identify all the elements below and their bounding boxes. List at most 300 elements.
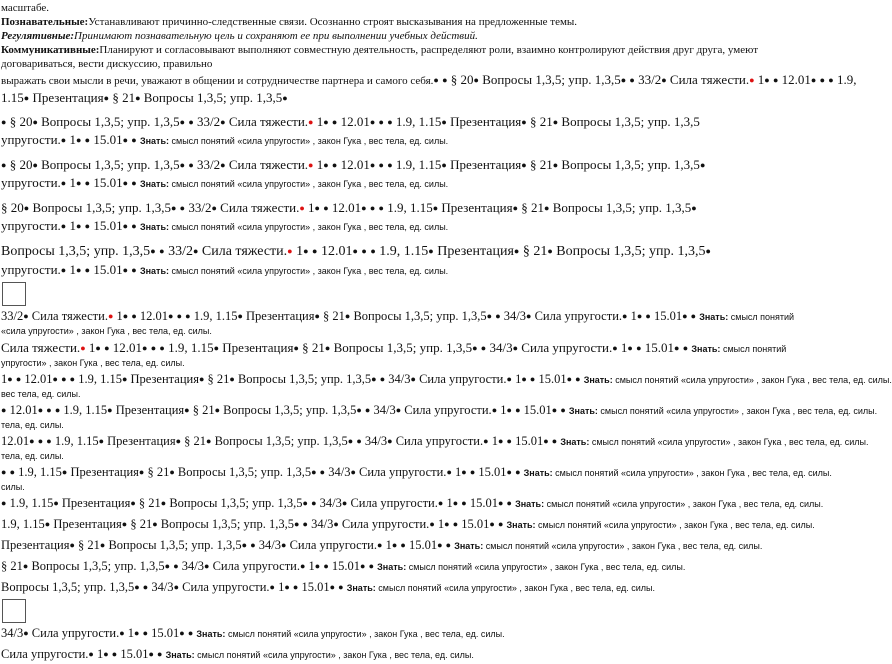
bullet-icon: ● xyxy=(122,311,129,321)
bullet-icon: ● xyxy=(131,178,137,188)
bullet-icon: ● xyxy=(437,540,443,550)
bullet-icon: ● xyxy=(489,519,495,529)
know-note: Знать: смысл понятий «сила упругости» , закон Гука , вес тела, ед. силы. xyxy=(454,541,763,551)
bullet-icon: ● xyxy=(521,117,527,127)
bullet-icon: ● xyxy=(103,93,110,103)
bullet-icon: ● xyxy=(184,405,190,415)
lesson-row: упругости.● 1● ● 15.01● ● xyxy=(1,262,137,277)
bullet-icon: ● xyxy=(204,561,210,571)
regulative-text: Принимают познавательную цель и сохраняют ее при выполнении учебных действий. xyxy=(74,30,478,42)
bullet-icon: ● xyxy=(378,117,384,127)
bullet-icon: ● xyxy=(566,374,572,384)
bullet-icon: ● xyxy=(1,117,7,127)
bullet-icon: ● xyxy=(282,93,288,103)
text-line: ● § 20● Вопросы 1,3,5; упр. 1,3,5● ● 33/2● Сила тяжести.● 1● ● 12.01● ● ● 1.9, 1.15● Презентация● § 21● Вопросы 1,3,5; упр. 1,3,5● xyxy=(1,157,706,172)
know-note: Знать: смысл понятий «сила упругости» , закон Гука , вес тела, ед. силы. xyxy=(568,406,878,416)
lesson-row: Презентация● § 21● Вопросы 1,3,5; упр. 1,3,5● ● 34/3● Сила упругости.● 1● ● 15.01● ● xyxy=(1,538,452,552)
communicative-line xyxy=(1,43,812,71)
bullet-icon: ● xyxy=(429,519,435,529)
bullet-icon: ● xyxy=(620,75,627,85)
bullet-icon: ● xyxy=(444,519,450,529)
bullet-icon: ● xyxy=(169,467,175,477)
bullet-icon: ● xyxy=(179,117,186,127)
bullet-icon: ● xyxy=(69,374,76,384)
bullet-icon: ● xyxy=(188,160,194,170)
bullet-icon: ● xyxy=(179,203,186,213)
bullet-icon: ● xyxy=(241,540,248,550)
bullet-icon: ● xyxy=(284,582,290,592)
bullet-icon: ● xyxy=(387,160,393,170)
bullet-icon: ● xyxy=(364,405,371,415)
bullet-icon: ● xyxy=(368,561,375,571)
bullet-icon: ● xyxy=(547,246,553,256)
bullet-icon: ● xyxy=(44,519,51,529)
text-line: 1.15● Презентация● § 21● Вопросы 1,3,5; упр. 1,3,5● xyxy=(1,90,288,105)
bullet-icon: ● xyxy=(122,135,129,145)
bullet-icon: ● xyxy=(378,160,384,170)
lesson-row: ● 12.01● ● ● 1.9, 1.15● Презентация● § 21● Вопросы 1,3,5; упр. 1,3,5● ● 34/3● Сила упругости.● 1● ● 15.01● ● xyxy=(1,403,566,417)
bullet-icon: ● xyxy=(379,374,386,384)
bullet-icon: ● xyxy=(314,561,321,571)
bullet-icon: ● xyxy=(428,246,434,256)
bullet-icon: ● xyxy=(138,467,145,477)
bullet-icon: ● xyxy=(324,343,331,353)
bullet-icon: ● xyxy=(75,221,82,231)
bullet-icon: ● xyxy=(442,75,448,85)
bullet-icon: ● xyxy=(461,498,467,508)
bullet-icon: ● xyxy=(441,160,447,170)
cognitive-text: Устанавливают причинно-следственные связи. Осознанно строят высказывания на предложенные темы. xyxy=(88,16,578,28)
bullet-icon: ● xyxy=(551,436,558,446)
bullet-icon: ● xyxy=(75,265,82,275)
bullet-icon: ● xyxy=(148,649,154,659)
bullet-icon: ● xyxy=(378,203,384,213)
bullet-icon: ● xyxy=(682,311,688,321)
lesson-row: упругости.● 1● ● 15.01● ● xyxy=(1,175,137,190)
bullet-icon: ● xyxy=(131,221,137,231)
communicative-text-cont: выражать свои мысли в речи, уважают в общении и сотрудничестве партнера и самого себя. xyxy=(1,75,434,87)
bullet-icon: ● xyxy=(15,374,22,384)
bullet-icon: ● xyxy=(130,498,136,508)
bullet-icon: ● xyxy=(119,628,125,638)
lesson-row: § 21● Вопросы 1,3,5; упр. 1,3,5● ● 34/3● Сила упругости.● 1● ● 15.01● ● xyxy=(1,559,375,573)
bullet-icon: ● xyxy=(629,75,635,85)
cognitive-line xyxy=(1,15,812,29)
bullet-icon: ● xyxy=(53,498,59,508)
lesson-row: 1● ● 12.01● ● ● 1.9, 1.15● Презентация● § 21● Вопросы 1,3,5; упр. 1,3,5● ● 34/3● Сила упругости.● 1● ● 15.01● ● xyxy=(1,372,581,386)
bullet-icon: ● xyxy=(175,436,182,446)
bullet-icon: ● xyxy=(192,246,199,256)
bullet-icon: ● xyxy=(188,117,194,127)
bullet-icon: ● xyxy=(164,561,171,571)
bullet-icon: ● xyxy=(23,628,29,638)
bullet-icon: ● xyxy=(544,203,550,213)
lesson-row: упругости.● 1● ● 15.01● ● xyxy=(1,218,137,233)
bullet-icon: ● xyxy=(314,203,320,213)
bullet-icon: ● xyxy=(211,203,217,213)
bullet-icon: ● xyxy=(636,343,642,353)
bullet-icon: ● xyxy=(176,311,183,321)
bullet-icon: ● xyxy=(292,582,299,592)
bullet-icon: ● xyxy=(495,311,501,321)
text-line xyxy=(1,433,869,451)
bullet-icon: ● xyxy=(22,561,29,571)
text-line xyxy=(1,516,815,534)
bullet-icon: ● xyxy=(150,246,156,256)
bullet-icon: ● xyxy=(131,265,137,275)
bullet-icon: ● xyxy=(229,374,235,384)
bullet-icon: ● xyxy=(122,178,129,188)
bullet-icon: ● xyxy=(159,246,165,256)
text-line xyxy=(1,308,812,326)
bullet-icon: ● xyxy=(46,405,52,415)
bullet-icon: ● xyxy=(491,405,498,415)
red-bullet-icon: ● xyxy=(80,343,86,353)
lesson-row: упругости.● 1● ● 15.01● ● xyxy=(1,132,137,147)
bullet-icon: ● xyxy=(682,343,689,353)
text-line: вес тела, ед. силы. xyxy=(1,389,81,399)
bullet-icon: ● xyxy=(690,311,697,321)
bullet-icon: ● xyxy=(281,540,287,550)
know-note: Знать: смысл понятий «сила упругости» , закон Гука , вес тела, ед. силы. xyxy=(139,179,449,189)
bullet-icon: ● xyxy=(122,265,129,275)
bullet-icon: ● xyxy=(52,374,58,384)
lesson-row: ● ● 1.9, 1.15● Презентация● § 21● Вопросы 1,3,5; упр. 1,3,5● ● 34/3● Сила упругости.● 1● ● 15.01● ● xyxy=(1,465,521,479)
text-line xyxy=(1,339,812,358)
empty-cell-box xyxy=(2,282,26,306)
lesson-row: ● ● § 20● Вопросы 1,3,5; упр. 1,3,5● ● 33/2● Сила тяжести.● 1● ● 12.01● ● ● 1.9, xyxy=(433,72,857,87)
bullet-icon: ● xyxy=(674,343,680,353)
bullet-icon: ● xyxy=(387,117,393,127)
bullet-icon: ● xyxy=(173,582,179,592)
bullet-icon: ● xyxy=(432,203,439,213)
know-note: Знать: смысл понятий «сила упругости» , закон Гука , вес тела, ед. силы. xyxy=(165,650,474,660)
bullet-icon: ● xyxy=(469,467,476,477)
bullet-icon: ● xyxy=(84,265,91,275)
bullet-icon: ● xyxy=(699,160,706,170)
empty-cell-box xyxy=(2,599,26,623)
bullet-icon: ● xyxy=(486,311,493,321)
bullet-icon: ● xyxy=(341,498,348,508)
bullet-icon: ● xyxy=(526,311,532,321)
bullet-icon: ● xyxy=(9,467,15,477)
text-line xyxy=(1,402,878,420)
bullet-icon: ● xyxy=(122,221,129,231)
bullet-icon: ● xyxy=(23,93,30,103)
bullet-icon: ● xyxy=(506,498,512,508)
bullet-icon: ● xyxy=(103,649,109,659)
bullet-icon: ● xyxy=(312,246,318,256)
bullet-icon: ● xyxy=(157,649,163,659)
red-bullet-icon: ● xyxy=(299,203,305,213)
bullet-icon: ● xyxy=(360,561,366,571)
bullet-icon: ● xyxy=(37,436,44,446)
bullet-icon: ● xyxy=(293,519,300,529)
bullet-icon: ● xyxy=(323,160,329,170)
bullet-icon: ● xyxy=(54,405,61,415)
bullet-icon: ● xyxy=(828,75,834,85)
bullet-icon: ● xyxy=(88,649,94,659)
bullet-icon: ● xyxy=(250,540,256,550)
bullet-icon: ● xyxy=(331,117,338,127)
bullet-icon: ● xyxy=(187,628,194,638)
bullet-icon: ● xyxy=(395,405,402,415)
bullet-icon: ● xyxy=(636,311,643,321)
bullet-icon: ● xyxy=(220,160,226,170)
bullet-icon: ● xyxy=(314,311,320,321)
bullet-icon: ● xyxy=(311,498,317,508)
text-line: Вопросы 1,3,5; упр. 1,3,5● ● 33/2● Сила тяжести.● 1● ● 12.01● ● ● 1.9, 1.15● Презентация● § 21● Вопросы 1,3,5; упр. 1,3,5● xyxy=(1,244,711,259)
bullet-icon: ● xyxy=(371,374,377,384)
know-note: Знать: смысл понятий «сила упругости» , закон Гука , вес тела, ед. силы. xyxy=(523,468,832,478)
bullet-icon: ● xyxy=(152,519,158,529)
know-note: Знать: смысл понятий xyxy=(691,344,787,354)
bullet-icon: ● xyxy=(237,311,243,321)
text-line xyxy=(1,71,857,89)
text-line xyxy=(1,625,812,643)
bullet-icon: ● xyxy=(206,436,212,446)
bullet-icon: ● xyxy=(302,498,308,508)
bullet-icon: ● xyxy=(104,343,110,353)
bullet-icon: ● xyxy=(529,374,536,384)
bullet-icon: ● xyxy=(61,374,67,384)
bullet-icon: ● xyxy=(299,561,306,571)
bullet-icon: ● xyxy=(506,374,512,384)
bullet-icon: ● xyxy=(452,519,459,529)
bullet-icon: ● xyxy=(515,405,521,415)
bullet-icon: ● xyxy=(810,75,817,85)
text-line: тела, ед. силы. xyxy=(1,451,64,461)
lesson-row: Вопросы 1,3,5; упр. 1,3,5● ● 34/3● Сила упругости.● 1● ● 15.01● ● xyxy=(1,580,344,594)
bullet-icon: ● xyxy=(483,436,489,446)
bullet-icon: ● xyxy=(461,467,467,477)
bullet-icon: ● xyxy=(575,374,581,384)
bullet-icon: ● xyxy=(513,246,520,256)
bullet-icon: ● xyxy=(179,628,185,638)
bullet-icon: ● xyxy=(84,135,91,145)
bullet-icon: ● xyxy=(198,374,205,384)
bullet-icon: ● xyxy=(121,519,128,529)
bullet-icon: ● xyxy=(323,117,329,127)
bullet-icon: ● xyxy=(645,311,651,321)
bullet-icon: ● xyxy=(361,246,367,256)
lesson-row: 33/2● Сила тяжести.● 1● ● 12.01● ● ● 1.9, 1.15● Презентация● § 21● Вопросы 1,3,5; упр. 1,3,5● ● 34/3● Сила упругости.● 1● ● 15.01● ● xyxy=(1,309,697,323)
text-line xyxy=(1,646,812,664)
bullet-icon: ● xyxy=(560,405,566,415)
bullet-icon: ● xyxy=(323,561,329,571)
text-line: упругости» , закон Гука , вес тела, ед. силы. xyxy=(1,358,185,368)
text-line: «сила упругости» , закон Гука , вес тела, ед. силы. xyxy=(1,326,212,336)
bullet-icon: ● xyxy=(331,160,338,170)
bullet-icon: ● xyxy=(293,343,299,353)
bullet-icon: ● xyxy=(543,436,549,446)
know-note: Знать: смысл понятий «сила упругости» , закон Гука , вес тела, ед. силы. xyxy=(346,583,655,593)
bullet-icon: ● xyxy=(84,178,91,188)
bullet-icon: ● xyxy=(329,582,336,592)
bullet-icon: ● xyxy=(369,117,376,127)
bullet-icon: ● xyxy=(107,405,113,415)
bullet-icon: ● xyxy=(303,246,309,256)
know-note: Знать: смысл понятий «сила упругости» , закон Гука , вес тела, ед. силы. xyxy=(196,629,505,639)
cognitive-label: Познавательные: xyxy=(1,16,89,28)
bullet-icon: ● xyxy=(691,203,697,213)
know-note: Знать: смысл понятий «сила упругости» , закон Гука , вес тела, ед. силы. xyxy=(560,437,869,447)
bullet-icon: ● xyxy=(29,436,35,446)
bullet-icon: ● xyxy=(344,311,351,321)
bullet-icon: ● xyxy=(441,117,447,127)
bullet-icon: ● xyxy=(1,405,7,415)
communicative-label: Коммуникативные: xyxy=(1,44,100,56)
bullet-icon: ● xyxy=(32,160,38,170)
bullet-icon: ● xyxy=(111,649,118,659)
red-bullet-icon: ● xyxy=(308,117,314,127)
communicative-text: Планируют и согласовывают выполняют совместную деятельность, распределяют роли, взаимно контролируют действия друг друга, умеют договариваться, вести дискуссию, правильно xyxy=(1,44,759,70)
bullet-icon: ● xyxy=(142,582,149,592)
bullet-icon: ● xyxy=(521,374,527,384)
bullet-icon: ● xyxy=(23,203,30,213)
intro-line: масштабе. xyxy=(1,2,50,14)
bullet-icon: ● xyxy=(480,343,487,353)
bullet-icon: ● xyxy=(1,467,7,477)
bullet-icon: ● xyxy=(515,467,521,477)
bullet-icon: ● xyxy=(168,311,174,321)
bullet-icon: ● xyxy=(772,75,779,85)
bullet-icon: ● xyxy=(121,374,128,384)
text-line xyxy=(1,579,812,597)
bullet-icon: ● xyxy=(37,405,44,415)
bullet-icon: ● xyxy=(551,405,558,415)
text-line xyxy=(1,174,812,193)
bullet-icon: ● xyxy=(75,135,82,145)
bullet-icon: ● xyxy=(333,519,339,529)
know-note: Знать: смысл понятий «сила упругости» , закон Гука , вес тела, ед. силы. xyxy=(139,266,449,276)
bullet-icon: ● xyxy=(150,343,157,353)
bullet-icon: ● xyxy=(369,203,376,213)
bullet-icon: ● xyxy=(160,498,167,508)
lesson-row: 1.9, 1.15● Презентация● § 21● Вопросы 1,3,5; упр. 1,3,5● ● 34/3● Сила упругости.● 1● ● 15.01● ● xyxy=(1,517,504,531)
text-line xyxy=(1,131,812,150)
bullet-icon: ● xyxy=(319,467,326,477)
bullet-icon: ● xyxy=(497,498,504,508)
bullet-icon: ● xyxy=(356,436,362,446)
bullet-icon: ● xyxy=(135,93,141,103)
lesson-row: 34/3● Сила упругости.● 1● ● 15.01● ● xyxy=(1,626,194,640)
text-line xyxy=(1,217,812,236)
bullet-icon: ● xyxy=(99,540,106,550)
lesson-row: 12.01● ● ● 1.9, 1.15● Презентация● § 21● Вопросы 1,3,5; упр. 1,3,5● ● 34/3● Сила упругости.● 1● ● 15.01● ● xyxy=(1,434,558,448)
bullet-icon: ● xyxy=(7,374,13,384)
red-bullet-icon: ● xyxy=(749,75,755,85)
bullet-icon: ● xyxy=(131,135,137,145)
bullet-icon: ● xyxy=(497,519,504,529)
text-line xyxy=(1,558,812,576)
bullet-icon: ● xyxy=(446,467,452,477)
bullet-icon: ● xyxy=(142,343,148,353)
bullet-icon: ● xyxy=(311,467,317,477)
text-line: § 20● Вопросы 1,3,5; упр. 1,3,5● ● 33/2● Сила тяжести.● 1● ● 12.01● ● ● 1.9, 1.15● Презентация● § 21● Вопросы 1,3,5; упр. 1,3,5● xyxy=(1,200,697,215)
bullet-icon: ● xyxy=(521,160,527,170)
bullet-icon: ● xyxy=(23,311,29,321)
bullet-icon: ● xyxy=(437,498,444,508)
red-bullet-icon: ● xyxy=(308,160,314,170)
bullet-icon: ● xyxy=(69,540,75,550)
bullet-icon: ● xyxy=(506,436,512,446)
bullet-icon: ● xyxy=(472,343,478,353)
bullet-icon: ● xyxy=(705,246,711,256)
text-line xyxy=(1,464,832,482)
bullet-icon: ● xyxy=(552,160,559,170)
bullet-icon: ● xyxy=(410,374,416,384)
text-line xyxy=(1,537,812,555)
bullet-icon: ● xyxy=(622,311,628,321)
bullet-icon: ● xyxy=(433,75,439,85)
bullet-icon: ● xyxy=(323,203,329,213)
bullet-icon: ● xyxy=(627,343,633,353)
bullet-icon: ● xyxy=(764,75,770,85)
bullet-icon: ● xyxy=(445,540,452,550)
bullet-icon: ● xyxy=(60,178,67,188)
bullet-icon: ● xyxy=(302,519,308,529)
bullet-icon: ● xyxy=(352,246,358,256)
bullet-icon: ● xyxy=(377,540,383,550)
bullet-icon: ● xyxy=(400,540,406,550)
know-note: Знать: смысл понятий «сила упругости» , закон Гука , вес тела, ед. силы. xyxy=(139,136,449,146)
bullet-icon: ● xyxy=(214,405,221,415)
bullet-icon: ● xyxy=(506,467,512,477)
bullet-icon: ● xyxy=(552,117,559,127)
bullet-icon: ● xyxy=(338,582,344,592)
bullet-icon: ● xyxy=(361,203,367,213)
know-note: Знать: смысл понятий «сила упругости» , закон Гука , вес тела, ед. силы. xyxy=(583,375,892,385)
know-note: Знать: смысл понятий «сила упругости» , закон Гука , вес тела, ед. силы. xyxy=(377,562,686,572)
know-note: Знать: смысл понятий xyxy=(699,312,795,322)
text-line xyxy=(1,261,812,280)
bullet-icon: ● xyxy=(131,311,137,321)
lesson-row: ● 1.9, 1.15● Презентация● § 21● Вопросы 1,3,5; упр. 1,3,5● ● 34/3● Сила упругости.● 1● ● 15.01● ● xyxy=(1,496,512,510)
red-bullet-icon: ● xyxy=(107,311,114,321)
lesson-row: Сила тяжести.● 1● ● 12.01● ● ● 1.9, 1.15● Презентация● § 21● Вопросы 1,3,5; упр. 1,3,5● ● 34/3● Сила упругости.● 1● ● 15.01● ● xyxy=(1,340,689,355)
bullet-icon: ● xyxy=(497,436,504,446)
bullet-icon: ● xyxy=(612,343,618,353)
bullet-icon: ● xyxy=(347,436,354,446)
bullet-icon: ● xyxy=(1,160,7,170)
bullet-icon: ● xyxy=(98,436,104,446)
bullet-icon: ● xyxy=(60,265,67,275)
bullet-icon: ● xyxy=(473,75,479,85)
bullet-icon: ● xyxy=(350,467,356,477)
bullet-icon: ● xyxy=(60,221,67,231)
text-line xyxy=(1,495,824,513)
bullet-icon: ● xyxy=(452,498,459,508)
bullet-icon: ● xyxy=(84,221,91,231)
know-note: Знать: смысл понятий «сила упругости» , закон Гука , вес тела, ед. силы. xyxy=(515,499,824,509)
text-line xyxy=(1,371,892,389)
bullet-icon: ● xyxy=(506,405,512,415)
text-line: силы. xyxy=(1,482,25,492)
bullet-icon: ● xyxy=(213,343,219,353)
bullet-icon: ● xyxy=(661,75,667,85)
lesson-row: Сила упругости.● 1● ● 15.01● ● xyxy=(1,647,163,661)
bullet-icon: ● xyxy=(142,628,149,638)
bullet-icon: ● xyxy=(179,160,186,170)
bullet-icon: ● xyxy=(370,246,376,256)
bullet-icon: ● xyxy=(512,343,519,353)
bullet-icon: ● xyxy=(134,628,140,638)
bullet-icon: ● xyxy=(159,343,165,353)
know-note: Знать: смысл понятий «сила упругости» , закон Гука , вес тела, ед. силы. xyxy=(139,222,449,232)
regulative-label: Регулятивные: xyxy=(1,30,75,42)
bullet-icon: ● xyxy=(356,405,362,415)
